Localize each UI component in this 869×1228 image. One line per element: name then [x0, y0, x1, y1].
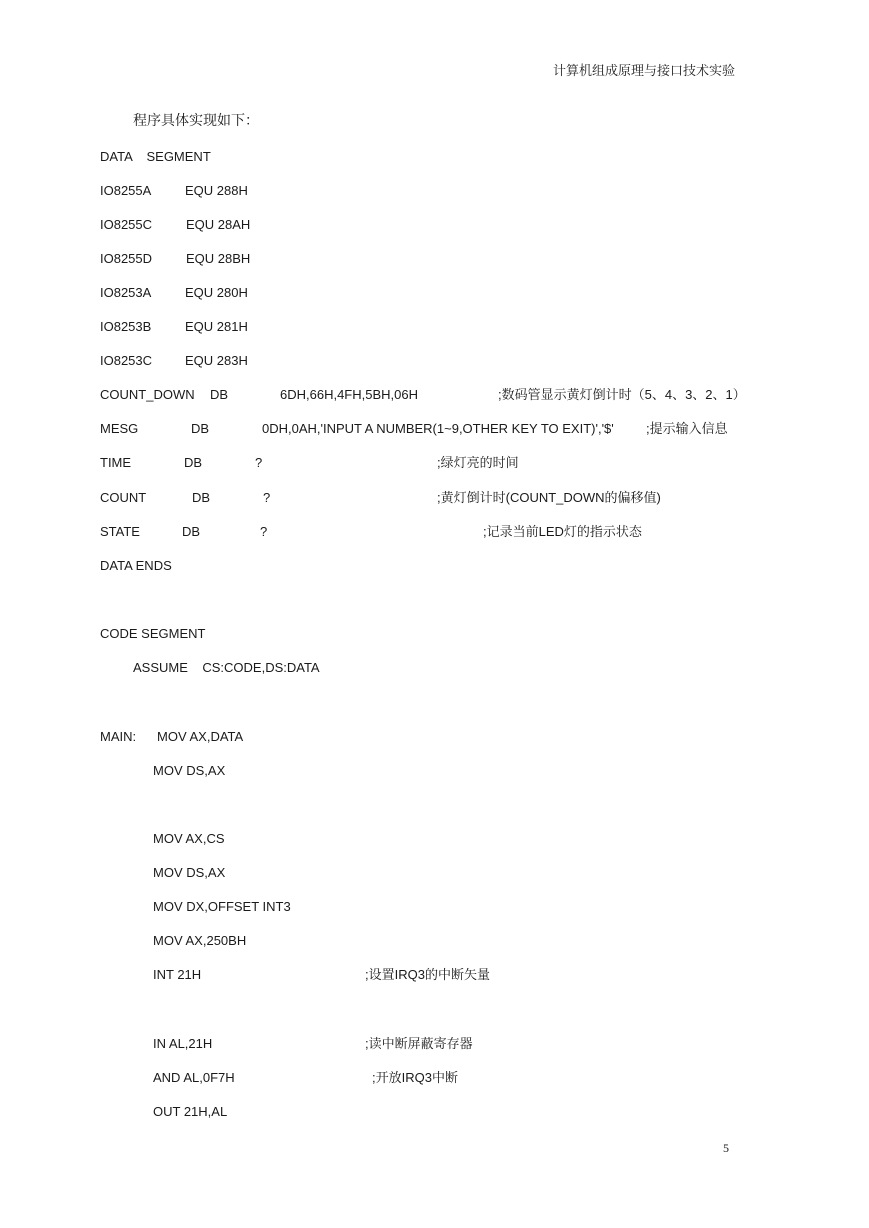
equ-value: EQU 283H [185, 353, 248, 368]
var-directive: DB [192, 490, 211, 505]
var-name: STATE [100, 524, 140, 539]
code-comment: ;绿灯亮的时间 [437, 455, 519, 470]
var-name: COUNT [100, 490, 147, 505]
var-directive: DB [182, 524, 201, 539]
code-segment-open: CODE SEGMENT [100, 626, 206, 641]
running-header: 计算机组成原理与接口技术实验 [553, 64, 736, 79]
code-comment: ;数码管显示黄灯倒计时（5、4、3、2、1） [498, 387, 746, 402]
var-value: 0DH,0AH,'INPUT A NUMBER(1~9,OTHER KEY TO EXIT)','$' [262, 421, 614, 436]
var-value: ? [263, 490, 271, 505]
main-label: MAIN: [100, 729, 137, 744]
code-comment: ;设置IRQ3的中断矢量 [365, 967, 490, 982]
var-directive: DB [184, 455, 203, 470]
equ-value: EQU 28BH [186, 251, 251, 266]
var-directive: DB [210, 387, 229, 402]
var-name: MESG [100, 421, 139, 436]
equ-name: IO8255D [100, 251, 153, 266]
code-comment: ;记录当前LED灯的指示状态 [483, 524, 642, 539]
data-segment-close: DATA ENDS [100, 558, 172, 573]
equ-value: EQU 280H [185, 285, 248, 300]
equ-name: IO8253B [100, 319, 152, 334]
assume-directive: ASSUME CS:CODE,DS:DATA [133, 660, 320, 675]
code-instruction: MOV DS,AX [153, 763, 226, 778]
equ-name: IO8255C [100, 217, 153, 232]
var-value: ? [255, 455, 263, 470]
data-segment-open: DATA SEGMENT [100, 149, 211, 164]
code-comment: ;提示输入信息 [646, 421, 728, 436]
code-instruction: AND AL,0F7H [153, 1070, 235, 1085]
var-value: ? [260, 524, 268, 539]
equ-value: EQU 281H [185, 319, 248, 334]
equ-name: IO8253A [100, 285, 152, 300]
page-number: 5 [723, 1141, 729, 1155]
code-comment: ;开放IRQ3中断 [372, 1070, 458, 1085]
intro-text: 程序具体实现如下： [133, 113, 259, 129]
equ-name: IO8253C [100, 353, 153, 368]
equ-name: IO8255A [100, 183, 152, 198]
code-comment: ;读中断屏蔽寄存器 [365, 1036, 473, 1051]
var-value: 6DH,66H,4FH,5BH,06H [280, 387, 418, 402]
code-instruction: MOV AX,DATA [157, 729, 244, 744]
var-name: TIME [100, 455, 132, 470]
code-instruction: MOV DX,OFFSET INT3 [153, 899, 291, 914]
var-directive: DB [191, 421, 210, 436]
equ-value: EQU 288H [185, 183, 248, 198]
code-instruction: IN AL,21H [153, 1036, 213, 1051]
code-instruction: OUT 21H,AL [153, 1104, 228, 1119]
code-instruction: MOV DS,AX [153, 865, 226, 880]
code-instruction: MOV AX,CS [153, 831, 225, 846]
code-comment: ;黄灯倒计时(COUNT_DOWN的偏移值) [437, 490, 661, 505]
code-instruction: INT 21H [153, 967, 202, 982]
equ-value: EQU 28AH [186, 217, 251, 232]
code-instruction: MOV AX,250BH [153, 933, 247, 948]
var-name: COUNT_DOWN [100, 387, 195, 402]
